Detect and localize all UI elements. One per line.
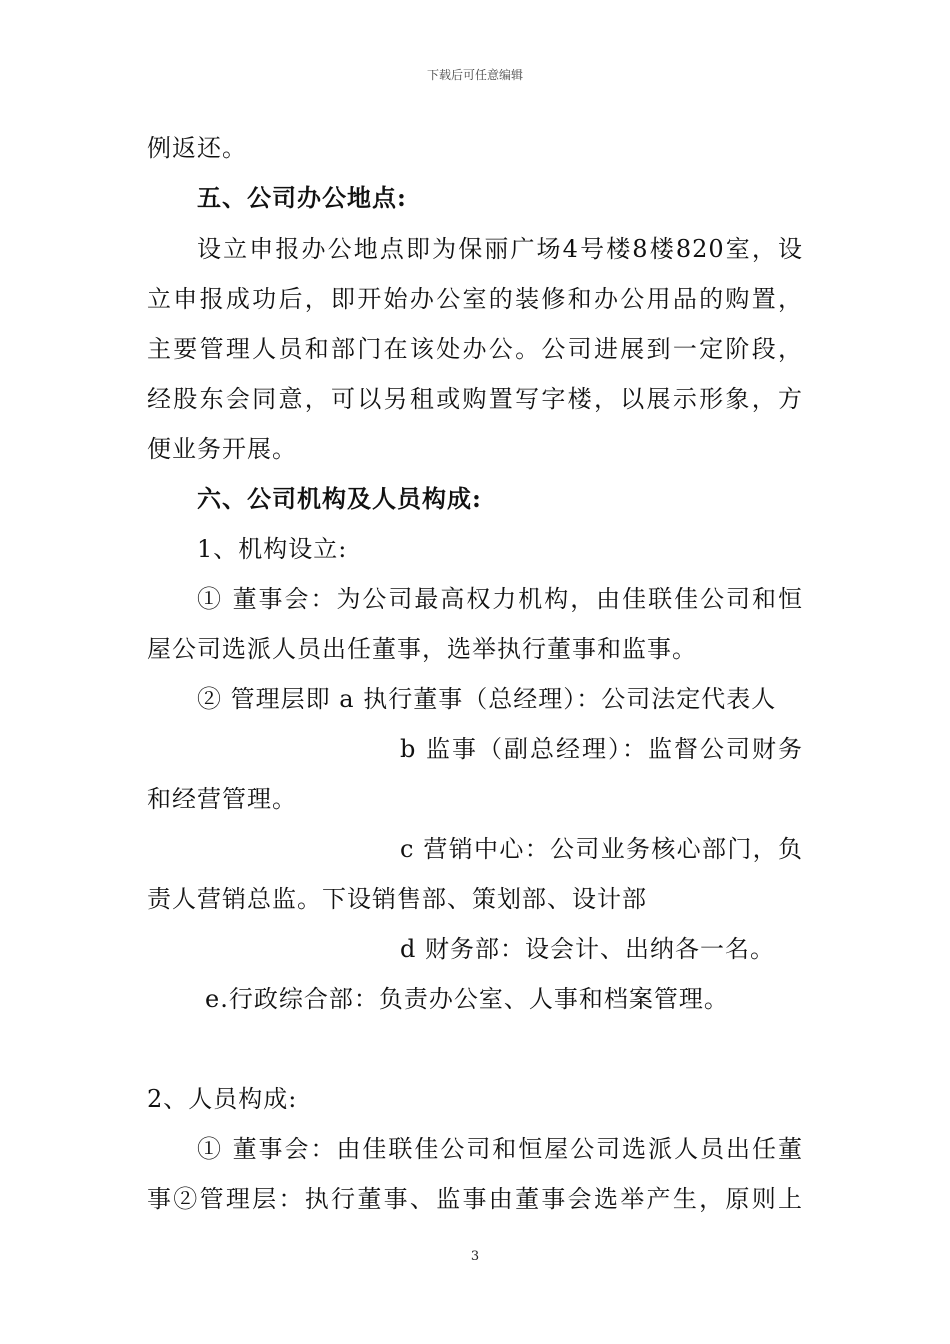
text-line: 设立申报办公地点即为保丽广场4号楼8楼820室，设 bbox=[197, 235, 803, 263]
text-line: ① 董事会：由佳联佳公司和恒屋公司选派人员出任董 bbox=[197, 1135, 803, 1163]
text-line: d 财务部：设会计、出纳各一名。 bbox=[400, 935, 775, 963]
page-header: 下载后可任意编辑 bbox=[426, 68, 523, 82]
section-heading: 五、公司办公地点: bbox=[197, 183, 407, 212]
text-line: ① 董事会：为公司最高权力机构，由佳联佳公司和恒 bbox=[197, 585, 803, 613]
text-line: 例返还。 bbox=[147, 134, 247, 162]
page-number: 3 bbox=[470, 1249, 480, 1264]
text-line: 屋公司选派人员出任董事，选举执行董事和监事。 bbox=[147, 635, 697, 663]
subsection-heading: 1、机构设立: bbox=[197, 535, 348, 563]
text-line: 和经营管理。 bbox=[147, 785, 297, 813]
text-line: b 监事（副总经理）：监督公司财务 bbox=[400, 735, 803, 763]
text-line: ② 管理层即 a 执行董事（总经理）：公司法定代表人 bbox=[197, 685, 777, 713]
text-line: e.行政综合部：负责办公室、人事和档案管理。 bbox=[205, 985, 729, 1013]
text-line: c 营销中心：公司业务核心部门，负 bbox=[400, 835, 803, 863]
text-line: 便业务开展。 bbox=[147, 435, 297, 463]
text-line: 立申报成功后，即开始办公室的装修和办公用品的购置， bbox=[147, 285, 803, 313]
text-line: 经股东会同意，可以另租或购置写字楼，以展示形象，方 bbox=[147, 385, 803, 413]
section-heading: 六、公司机构及人员构成: bbox=[197, 484, 482, 513]
text-line: 事②管理层：执行董事、监事由董事会选举产生，原则上 bbox=[147, 1185, 803, 1213]
text-line: 责人营销总监。下设销售部、策划部、设计部 bbox=[147, 885, 647, 913]
text-line: 主要管理人员和部门在该处办公。公司进展到一定阶段， bbox=[147, 335, 803, 363]
subsection-heading: 2、人员构成: bbox=[147, 1085, 298, 1113]
